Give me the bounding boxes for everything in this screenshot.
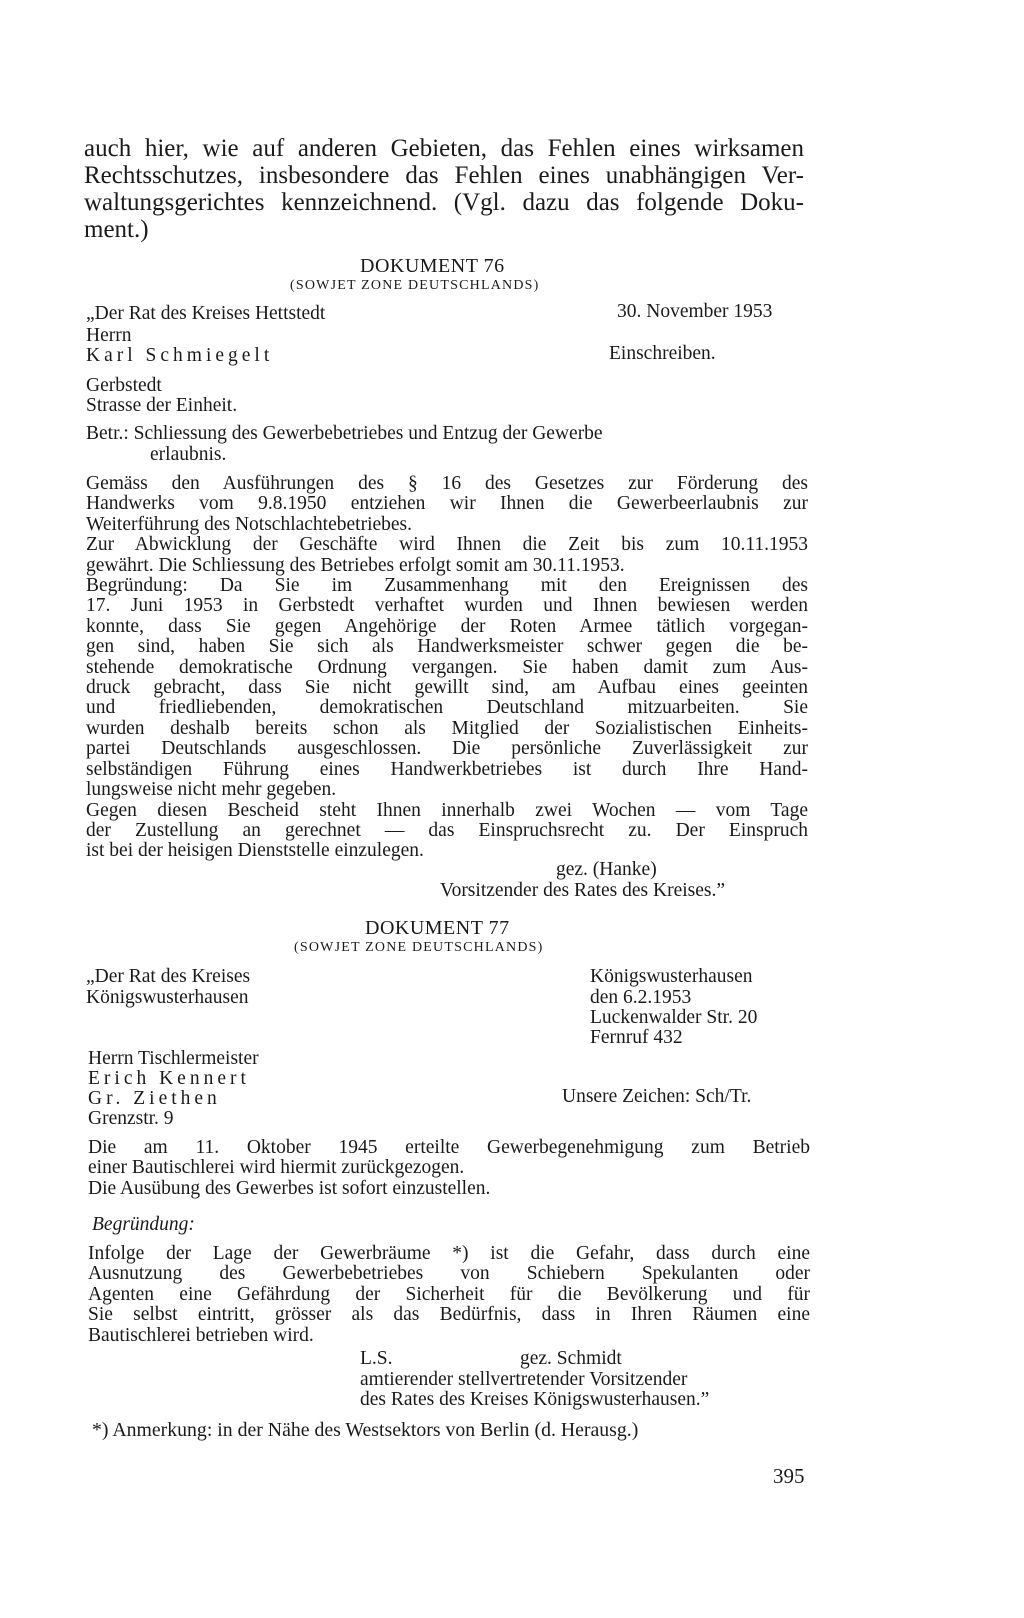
- doc77-signature-title-line: des Rates des Kreises Königswusterhausen.”: [360, 1389, 710, 1410]
- doc77-reason-line: Ausnutzung des Gewerbebetriebes von Schiebern Spekulanten oder: [88, 1263, 810, 1285]
- doc76-body-line: stehende demokratische Ordnung vergangen. Sie haben damit zum Aus-: [86, 656, 808, 678]
- doc76-body-line: partei Deutschlands ausgeschlossen. Die persönliche Zuverlässigkeit zur: [86, 738, 808, 760]
- doc77-signature-title-line: amtierender stellvertretender Vorsitzender: [360, 1369, 688, 1390]
- doc77-body-line: Die Ausübung des Gewerbes ist sofort einzustellen.: [88, 1177, 491, 1199]
- doc76-body-line: wurden deshalb bereits schon als Mitglied der Sozialistischen Einheits-: [86, 717, 808, 739]
- doc76-signature-title: Vorsitzender des Rates des Kreises.”: [440, 880, 726, 901]
- doc76-body-line: Begründung: Da Sie im Zusammenhang mit den Ereignissen des: [86, 575, 808, 597]
- doc76-addressee-prefix: Herrn: [86, 325, 132, 346]
- doc76-body-line: konnte, dass Sie gegen Angehörige der Roten Armee tätlich vorgegan-: [86, 615, 808, 637]
- doc77-reason-line: Infolge der Lage der Gewerbräume *) ist die Gefahr, dass durch eine: [88, 1243, 810, 1264]
- page-number: 395: [773, 1464, 805, 1488]
- doc76-body-line: druck gebracht, dass Sie nicht gewillt sind, am Aufbau eines geeinten: [86, 677, 808, 699]
- doc77-date: den 6.2.1953: [590, 987, 692, 1008]
- doc76-body-line: Zur Abwicklung der Geschäfte wird Ihnen die Zeit bis zum 10.11.1953: [86, 534, 808, 556]
- doc77-heading: DOKUMENT 77: [365, 917, 510, 939]
- doc76-addressee-name: Karl Schmiegelt: [86, 345, 274, 366]
- intro-line: Rechtsschutzes, insbesondere das Fehlen eines unabhängigen Ver-: [84, 162, 804, 189]
- doc76-body-line: und friedliebenden, demokratischen Deutschland mitzuarbeiten. Sie: [86, 697, 808, 719]
- intro-line: ment.): [84, 216, 149, 243]
- doc77-place: Königswusterhausen: [590, 966, 753, 987]
- doc77-body: [88, 1138, 810, 1199]
- intro-line: auch hier, wie auf anderen Gebieten, das Fehlen eines wirksamen: [84, 135, 804, 162]
- intro-line: waltungsgerichtes kennzeichnend. (Vgl. dazu das folgende Doku-: [84, 189, 804, 216]
- doc76-mail-type: Einschreiben.: [609, 343, 716, 364]
- doc76-heading: DOKUMENT 76: [360, 255, 505, 277]
- intro-paragraph: [84, 135, 804, 243]
- doc76-body-line: gewährt. Die Schliessung des Betriebes erfolgt somit am 30.11.1953.: [86, 554, 625, 576]
- doc77-reason-label: Begründung:: [92, 1214, 195, 1235]
- doc76-body-line: 17. Juni 1953 in Gerbstedt verhaftet wurden und Ihnen bewiesen werden: [86, 595, 808, 617]
- doc77-addressee-name: Erich Kennert: [88, 1068, 250, 1089]
- doc76-street: Strasse der Einheit.: [86, 395, 238, 416]
- doc76-city: Gerbstedt: [86, 375, 162, 396]
- doc76-body-line: ist bei der heisigen Dienststelle einzulegen.: [86, 840, 424, 862]
- doc77-addressee-prefix: Herrn Tischlermeister: [88, 1048, 259, 1069]
- doc77-reason-line: Sie selbst eintritt, grösser als das Bedürfnis, dass in Ihren Räumen eine: [88, 1304, 810, 1326]
- doc77-reference: Unsere Zeichen: Sch/Tr.: [562, 1086, 752, 1107]
- doc76-body-line: der Zustellung an gerechnet — das Einspruchsrecht zu. Der Einspruch: [86, 819, 808, 841]
- doc77-reason-line: Agenten eine Gefährdung der Sicherheit für die Bevölkerung und für: [88, 1283, 810, 1305]
- doc77-addressee-town: Gr. Ziethen: [88, 1088, 221, 1109]
- doc77-subheading: (SOWJET ZONE DEUTSCHLANDS): [294, 940, 544, 955]
- doc76-subheading: (SOWJET ZONE DEUTSCHLANDS): [290, 278, 540, 293]
- doc77-addressee-street: Grenzstr. 9: [88, 1108, 174, 1129]
- doc77-seal: L.S.: [360, 1348, 393, 1369]
- doc76-body-line: lungsweise nicht mehr gegeben.: [86, 779, 337, 801]
- doc76-body-line: Weiterführung des Notschlachtebetriebes.: [86, 513, 413, 535]
- doc77-reason-line: Bautischlerei betrieben wird.: [88, 1324, 314, 1346]
- doc77-address: Luckenwalder Str. 20: [590, 1007, 758, 1028]
- doc76-body-line: Gegen diesen Bescheid steht Ihnen innerhalb zwei Wochen — vom Tage: [86, 799, 808, 821]
- doc77-sender-line: „Der Rat des Kreises: [86, 966, 251, 987]
- doc76-signature: gez. (Hanke): [556, 859, 657, 880]
- doc76-date: 30. November 1953: [617, 301, 773, 322]
- doc77-sender-line: Königswusterhausen: [86, 987, 249, 1008]
- doc77-reason: [88, 1244, 810, 1346]
- doc76-body-line: Handwerks vom 9.8.1950 entziehen wir Ihnen die Gewerbeerlaubnis zur: [86, 493, 808, 515]
- doc76-subject-line: erlaubnis.: [150, 444, 227, 465]
- doc76-body: [86, 474, 808, 862]
- footnote: *) Anmerkung: in der Nähe des Westsektors von Berlin (d. Herausg.): [92, 1419, 639, 1441]
- doc76-sender: „Der Rat des Kreises Hettstedt: [86, 303, 326, 324]
- doc76-body-line: gen sind, haben Sie sich als Handwerksmeister schwer gegen die be-: [86, 636, 808, 658]
- doc76-subject-line: Betr.: Schliessung des Gewerbebetriebes und Entzug der Gewerbe: [86, 423, 603, 444]
- doc76-body-line: Gemäss den Ausführungen des § 16 des Gesetzes zur Förderung des: [86, 473, 808, 494]
- doc76-body-line: selbständigen Führung eines Handwerkbetriebes ist durch Ihre Hand-: [86, 758, 808, 780]
- doc77-signature: gez. Schmidt: [520, 1348, 622, 1369]
- doc77-body-line: einer Bautischlerei wird hiermit zurückgezogen.: [88, 1157, 465, 1179]
- doc77-phone: Fernruf 432: [590, 1027, 683, 1048]
- doc77-body-line: Die am 11. Oktober 1945 erteilte Gewerbegenehmigung zum Betrieb: [88, 1137, 810, 1158]
